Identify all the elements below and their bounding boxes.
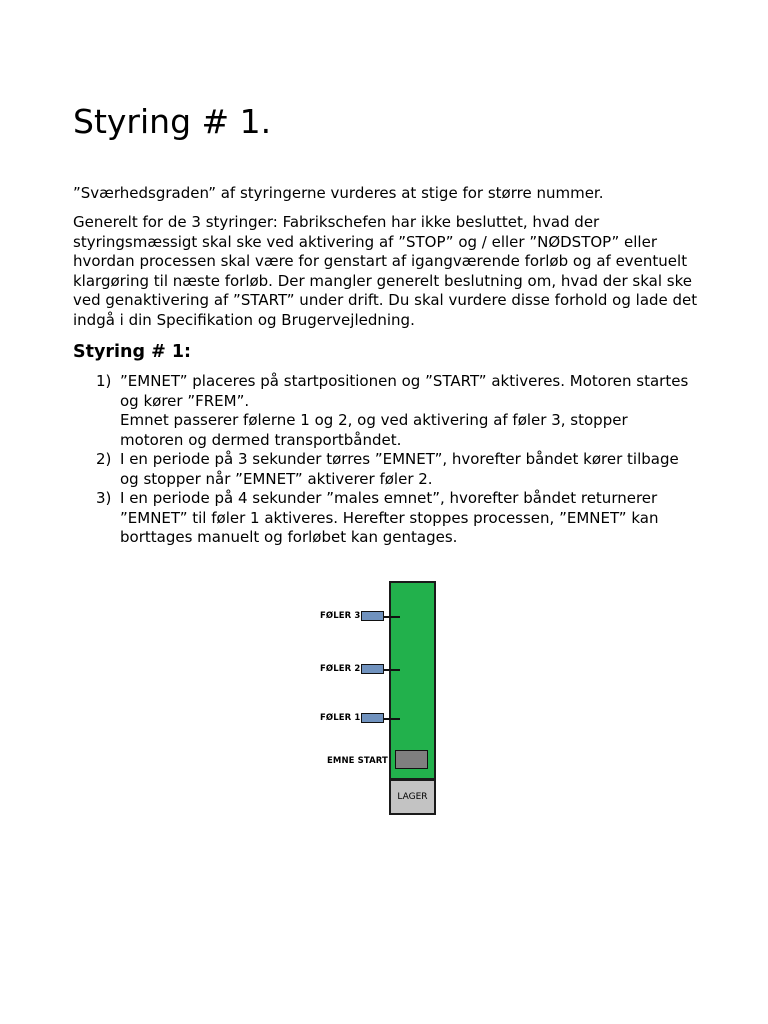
step-text: I en periode på 3 sekunder tørres ”EMNET”, hvorefter båndet kører tilbage og stopper når ”EMNET” aktiverer føler 2. [120,450,679,488]
sensor-1-label: FØLER 1 [320,713,361,723]
section-heading: Styring # 1: [73,342,192,362]
sensor-3 [361,611,384,621]
sensor-2 [361,664,384,674]
list-item [73,489,693,548]
step-number: 3) [96,489,112,507]
list-item [73,372,693,450]
sensor-3-connector [384,616,400,618]
intro-paragraph: ”Sværhedsgraden” af styringerne vurderes at stige for større nummer. [73,184,604,202]
sensor-3-label: FØLER 3 [320,611,361,621]
start-position-label: EMNE START [327,756,388,766]
general-paragraph: Generelt for de 3 styringer: Fabrikschefen har ikke besluttet, hvad der styringsmæssigt skal ske ved aktivering af ”STOP” og / eller ”NØDSTOP” eller hvordan processen skal være for genstart af igangværende forløb og af eventuelt klargøring til næste forløb. Der mangler generelt beslutning om, hvad der skal ske ved genaktivering af ”START” under drift. Du skal vurdere disse forhold og lade det indgå i din Specifikation og Brugervejledning. [73,213,698,329]
step-text: I en periode på 4 sekunder ”males emnet”, hvorefter båndet returnerer ”EMNET” til føler 1 aktiveres. Herefter stoppes processen, ”EMNET” kan borttages manuelt og forløbet kan gentages. [120,489,659,546]
step-number: 1) [96,372,112,390]
sensor-1-connector [384,718,400,720]
sensor-1 [361,713,384,723]
step-number: 2) [96,450,112,468]
step-extra-text: Emnet passerer følerne 1 og 2, og ved aktivering af føler 3, stopper motoren og dermed transportbåndet. [120,411,628,449]
storage-label: LAGER [397,792,428,802]
list-item [73,450,693,489]
storage-box [389,779,436,815]
sensor-2-connector [384,669,400,671]
steps-list [73,372,693,548]
sensor-2-label: FØLER 2 [320,664,361,674]
page-title: Styring # 1. [73,102,272,141]
conveyor-diagram [300,570,450,820]
workpiece [395,750,428,769]
step-text: ”EMNET” placeres på startpositionen og ”START” aktiveres. Motoren startes og kører ”FREM”. [120,372,689,410]
